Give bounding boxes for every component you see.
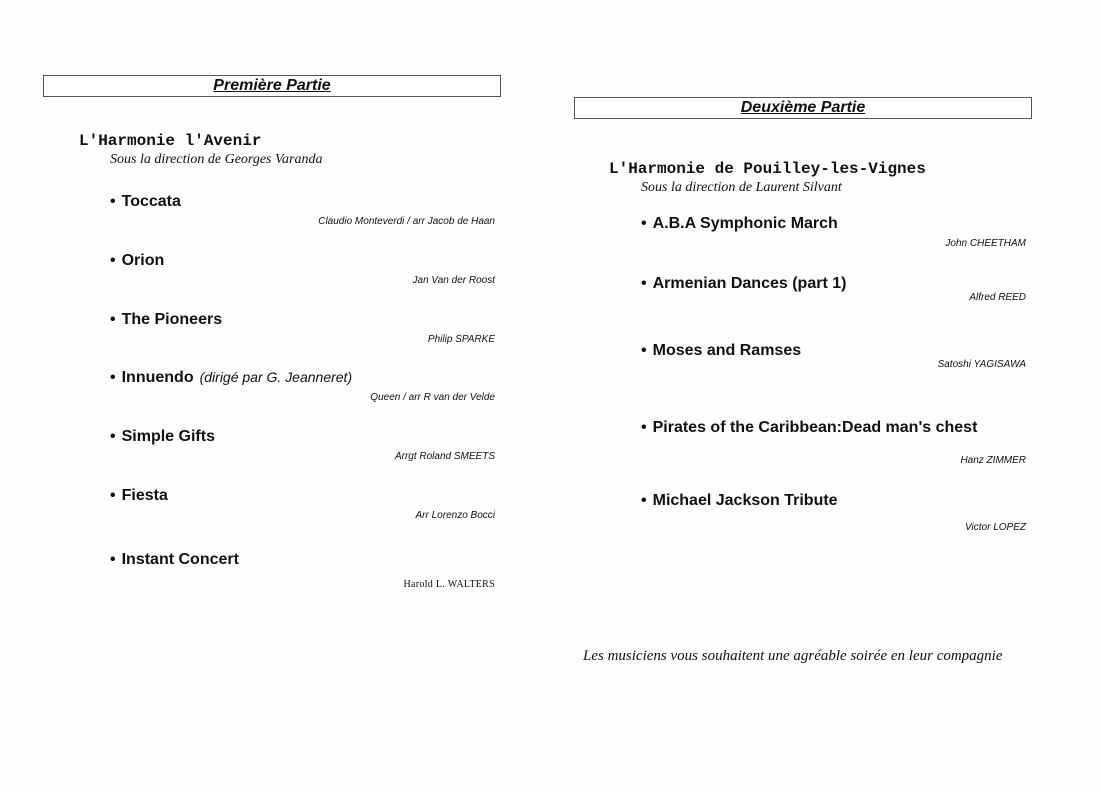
piece-name: Michael Jackson Tribute (652, 492, 838, 509)
composer: Hanz ZIMMER (960, 455, 1026, 466)
composer: Satoshi YAGISAWA (937, 359, 1026, 370)
bullet: • (110, 551, 116, 568)
piece-title (641, 492, 838, 510)
orchestra-name-left: L'Harmonie l'Avenir (79, 132, 262, 150)
composer: Arrgt Roland SMEETS (394, 451, 495, 462)
piece-note: (dirigé par G. Jeanneret) (199, 369, 353, 385)
bullet: • (110, 487, 116, 504)
closing-message: Les musiciens vous souhaitent une agréable soirée en leur compagnie (583, 648, 1003, 664)
director-right: Sous la direction de Laurent Silvant (641, 180, 842, 195)
piece-title (110, 252, 164, 270)
piece-name: The Pioneers (121, 311, 223, 328)
composer: Claudio Monteverdi / arr Jacob de Haan (318, 216, 495, 227)
piece-name: Fiesta (121, 487, 168, 504)
bullet: • (110, 252, 116, 269)
composer: Harold L. WALTERS (403, 579, 495, 590)
piece-name: Pirates of the Caribbean:Dead man's chest (652, 419, 978, 436)
composer: Arr Lorenzo Bocci (415, 510, 495, 521)
piece-name: Simple Gifts (121, 428, 215, 445)
bullet: • (641, 275, 647, 292)
piece-name: Orion (121, 252, 165, 269)
piece-name: A.B.A Symphonic March (652, 215, 838, 232)
composer: Queen / arr R van der Velde (370, 392, 495, 403)
piece-name: Instant Concert (121, 551, 239, 568)
piece-name: Armenian Dances (part 1) (652, 275, 847, 292)
piece-title (110, 551, 239, 569)
composer: Alfred REED (969, 292, 1026, 303)
composer: Jan Van der Roost (412, 275, 495, 286)
piece-name: Toccata (121, 193, 181, 210)
bullet: • (110, 193, 116, 210)
part-one-title: Première Partie (43, 75, 501, 97)
bullet: • (641, 419, 647, 436)
bullet: • (641, 215, 647, 232)
piece-title (641, 275, 846, 293)
director-left: Sous la direction de Georges Varanda (110, 152, 323, 167)
piece-title (110, 487, 168, 505)
bullet: • (641, 342, 647, 359)
orchestra-name-right: L'Harmonie de Pouilley-les-Vignes (609, 160, 926, 178)
piece-title (641, 215, 838, 233)
part-two-title: Deuxième Partie (574, 97, 1032, 119)
piece-title (110, 369, 352, 387)
piece-name: Innuendo (121, 369, 194, 386)
bullet: • (110, 428, 116, 445)
bullet: • (641, 492, 647, 509)
piece-title (641, 419, 977, 437)
piece-title (110, 428, 215, 446)
piece-title (110, 311, 222, 329)
piece-name: Moses and Ramses (652, 342, 802, 359)
composer: Victor LOPEZ (965, 522, 1026, 533)
composer: John CHEETHAM (945, 238, 1026, 249)
bullet: • (110, 311, 116, 328)
bullet: • (110, 369, 116, 386)
composer: Philip SPARKE (427, 334, 495, 345)
piece-title (641, 342, 801, 360)
piece-title (110, 193, 181, 211)
